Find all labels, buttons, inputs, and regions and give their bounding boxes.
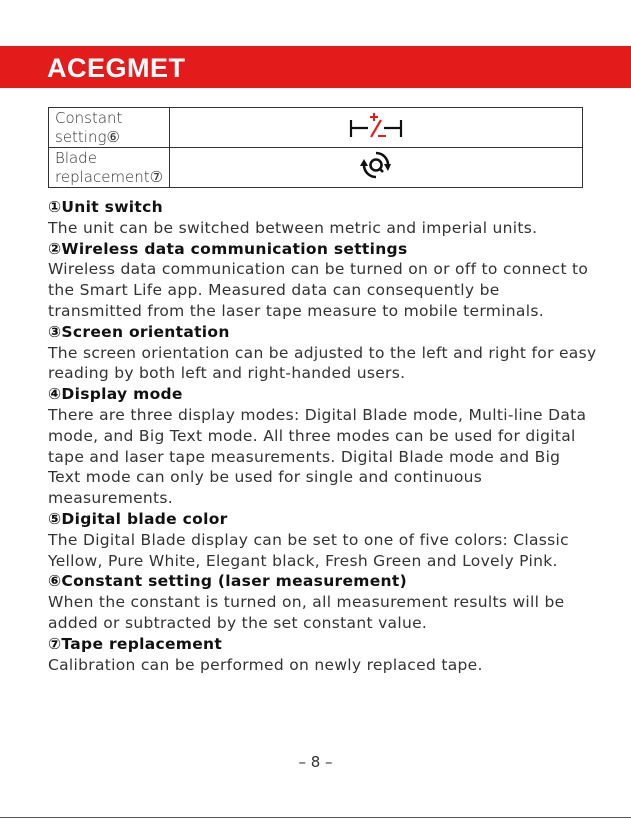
section-title: ⑥Constant setting (laser measurement) [48,572,407,591]
settings-icon-table [48,107,583,188]
section-body: Calibration can be performed on newly replaced tape. [48,655,483,674]
table-cell-label [49,148,170,188]
constant-plus-minus-icon [349,111,403,139]
row-label-line1: Constant [55,108,123,127]
manual-content [48,197,598,675]
section-body: The unit can be switched between metric and imperial units. [48,218,538,237]
bottom-divider [0,817,631,818]
section-body: The Digital Blade display can be set to one of five colors: Classic Yellow, Pure White, Elegant black, Fresh Green and Lovely Pink. [48,530,569,570]
section-title: ⑦Tape replacement [48,634,223,653]
section-title: ③Screen orientation [48,322,230,341]
section-title: ②Wireless data communication settings [48,239,408,258]
table-cell-label [49,108,170,148]
section-title: ①Unit switch [48,198,163,216]
section-title: ④Display mode [48,385,183,404]
table-cell-icon [170,148,583,188]
table-row [49,148,583,188]
row-label-line2: setting⑥ [55,127,120,146]
section-body: There are three display modes: Digital Blade mode, Multi-line Data mode, and Big Text mode. All three modes can be used for digital tape and laser tape measurements. Digital Blade mode and Big Text mode can only be used for single and continuous measurements. [48,405,587,508]
brand-logo: ACEGMET [47,53,186,83]
section-body: When the constant is turned on, all measurement results will be added or subtracted by the set constant value. [48,593,565,632]
section-title: ⑤Digital blade color [48,509,228,528]
section-body: Wireless data communication can be turned on or off to connect to the Smart Life app. Measured data can consequently be transmitted from the laser tape measure to mobile terminals. [48,260,589,320]
page-number: – 8 – [298,753,333,771]
table-cell-icon [170,108,583,148]
section-body: The screen orientation can be adjusted to the left and right for easy reading by both left and right-handed users. [48,343,597,383]
row-label-line1: Blade [55,148,97,167]
blade-replacement-icon [360,149,392,181]
row-label-line2: replacement⑦ [55,167,164,186]
table-row [49,108,583,148]
